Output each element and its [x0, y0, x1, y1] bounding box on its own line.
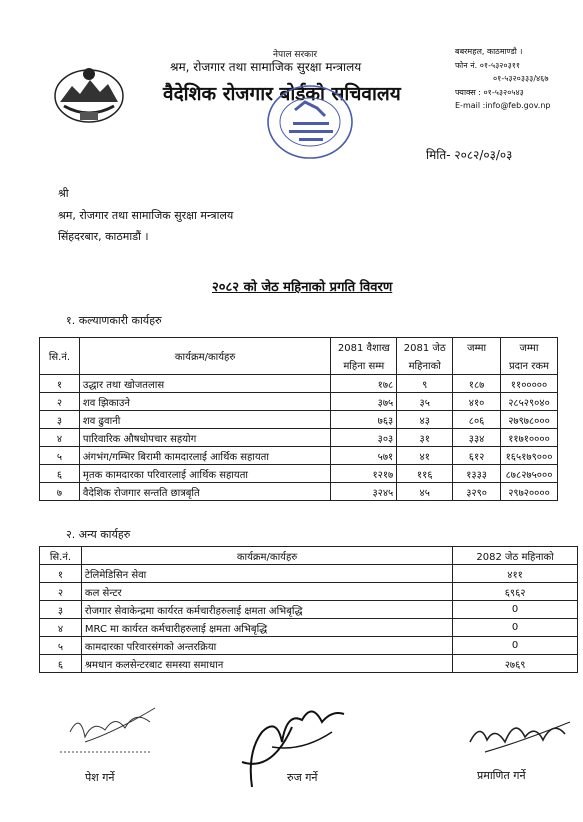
salutation: श्री	[58, 187, 69, 200]
row-program: शव झिकाउने	[79, 393, 330, 411]
row-program: वैदेशिक रोजगार सन्तति छात्रबृति	[79, 483, 330, 501]
contact-address: बबरमहल, काठमाण्डौ ।	[455, 47, 523, 56]
col-jestha-sub: महिनाको	[397, 356, 453, 375]
row-baisakh: १२१७	[331, 465, 397, 483]
checked-by-label: रुज गर्ने	[287, 771, 318, 784]
row-sn: ६	[40, 655, 82, 673]
col-program: कार्यक्रम/कार्यहरु	[81, 547, 452, 565]
row-sn: ७	[40, 483, 80, 501]
row-sn: ६	[40, 465, 80, 483]
row-total: ४१०	[453, 393, 501, 411]
row-amount: ११०००००	[501, 375, 558, 393]
report-title: २०८२ को जेठ महिनाको प्रगति विवरण	[212, 280, 393, 295]
col-total-sub	[453, 356, 501, 375]
table-row	[40, 375, 558, 393]
prepared-signature	[55, 702, 165, 757]
row-baisakh: ५७१	[331, 447, 397, 465]
row-program: उद्धार तथा खोजतलास	[79, 375, 330, 393]
row-program: मृतक कामदारका परिवारलाई आर्थिक सहायता	[79, 465, 330, 483]
row-jestha: ३५	[397, 393, 453, 411]
row-program: श्रमधान कलसेन्टरबाट समस्या समाधान	[81, 655, 452, 673]
table-row	[40, 637, 578, 655]
nepal-emblem	[50, 62, 128, 126]
prepared-by-label: पेश गर्ने	[85, 771, 115, 784]
row-jestha: ११६	[397, 465, 453, 483]
row-sn: ५	[40, 447, 80, 465]
col-amount-sub: प्रदान रकम	[501, 356, 558, 375]
row-sn: ५	[40, 637, 82, 655]
document-date: मिति- २०८२/०३/०३	[426, 148, 513, 162]
row-sn: २	[40, 583, 82, 601]
row-jestha: ४३	[397, 411, 453, 429]
row-program: शव ढुवानी	[79, 411, 330, 429]
table-row	[40, 483, 558, 501]
row-baisakh: ३२४५	[331, 483, 397, 501]
row-total: १८७	[453, 375, 501, 393]
row-sn: २	[40, 393, 80, 411]
col-baisakh-sub: महिना सम्म	[331, 356, 397, 375]
row-total: ८०६	[453, 411, 501, 429]
col-jestha: 2081 जेठ	[397, 338, 453, 357]
row-total: ३३४	[453, 429, 501, 447]
row-amount: २९७२००००	[501, 483, 558, 501]
row-sn: १	[40, 565, 82, 583]
col-amount: जम्मा	[501, 338, 558, 357]
office-seal	[265, 82, 355, 162]
row-program: टेलिमेडिसिन सेवा	[81, 565, 452, 583]
table-row	[40, 447, 558, 465]
row-sn: ३	[40, 411, 80, 429]
row-total: १३३३	[453, 465, 501, 483]
other-activities-table	[39, 546, 578, 673]
row-jestha: ४५	[397, 483, 453, 501]
row-baisakh: १७८	[331, 375, 397, 393]
contact-phone-1: फोन नं. ०१-५३२०३११	[455, 60, 521, 70]
row-amount: २८५२९०४०	[501, 393, 558, 411]
row-jestha: ४११	[453, 565, 578, 583]
certified-by-label: प्रमाणित गर्ने	[477, 769, 526, 782]
col-sn: सि.नं.	[40, 547, 82, 565]
row-jestha: 0	[453, 601, 578, 619]
checked-signature	[232, 692, 352, 802]
row-jestha: ४१	[397, 447, 453, 465]
section-1-heading: १. कल्याणकारी कार्यहरु	[66, 314, 162, 327]
table-row	[40, 619, 578, 637]
contact-email: E-mail :info@feb.gov.np	[455, 101, 551, 110]
table-row	[40, 565, 578, 583]
row-amount: २७९७८०००	[501, 411, 558, 429]
row-program: अंगभंग/गम्भिर बिरामी कामदारलाई आर्थिक सहायता	[79, 447, 330, 465]
row-program: रोजगार सेवाकेन्द्रमा कार्यरत कर्मचारीहरुलाई क्षमता अभिबृद्धि	[81, 601, 452, 619]
ministry-name: श्रम, रोजगार तथा सामाजिक सुरक्षा मन्त्रालय	[170, 60, 362, 74]
table-row	[40, 411, 558, 429]
row-program: MRC मा कार्यरत कर्मचारीहरुलाई क्षमता अभिबृद्धि	[81, 619, 452, 637]
department-name: वैदेशिक रोजगार बोर्डको सचिवालय	[163, 83, 401, 105]
row-jestha: ३१	[397, 429, 453, 447]
row-amount: १६५१७९०००	[501, 447, 558, 465]
row-sn: ४	[40, 429, 80, 447]
row-amount: ११७१००००	[501, 429, 558, 447]
recipient-org: श्रम, रोजगार तथा सामाजिक सुरक्षा मन्त्रालय	[58, 209, 234, 222]
govt-label: नेपाल सरकार	[273, 50, 318, 60]
col-sn: सि.नं.	[40, 338, 80, 375]
row-total: ६१२	[453, 447, 501, 465]
row-program: कामदारका परिवारसंगको अन्तरक्रिया	[81, 637, 452, 655]
row-amount: ८७८२७५०००	[501, 465, 558, 483]
table-row	[40, 429, 558, 447]
row-jestha: 0	[453, 619, 578, 637]
table-row	[40, 583, 578, 601]
contact-fax: फ्याक्स : ०१-५३२०५४३	[455, 87, 524, 97]
row-baisakh: ३०३	[331, 429, 397, 447]
col-baisakh: 2081 वैशाख	[331, 338, 397, 357]
row-jestha: 0	[453, 637, 578, 655]
row-sn: ४	[40, 619, 82, 637]
row-baisakh: ३७५	[331, 393, 397, 411]
row-jestha: ६९६२	[453, 583, 578, 601]
col-program: कार्यक्रम/कार्यहरु	[79, 338, 330, 375]
col-total: जम्मा	[453, 338, 501, 357]
row-jestha: ९	[397, 375, 453, 393]
contact-phone-2: ०१-५३२०३३३/४६७	[493, 74, 549, 83]
row-sn: ३	[40, 601, 82, 619]
table-row	[40, 465, 558, 483]
section-2-heading: २. अन्य कार्यहरु	[66, 528, 131, 541]
recipient-place: सिंहदरबार, काठमाडौं ।	[58, 230, 149, 243]
table-row	[40, 655, 578, 673]
table-row	[40, 601, 578, 619]
table-row	[40, 393, 558, 411]
row-baisakh: ७६३	[331, 411, 397, 429]
certified-signature	[465, 712, 575, 762]
row-total: ३२९०	[453, 483, 501, 501]
row-jestha: २७६९	[453, 655, 578, 673]
row-program: पारिवारिक औषधोपचार सहयोग	[79, 429, 330, 447]
col-jestha: 2082 जेठ महिनाको	[453, 547, 578, 565]
welfare-table	[39, 337, 558, 501]
row-sn: १	[40, 375, 80, 393]
row-program: कल सेन्टर	[81, 583, 452, 601]
contact-block	[455, 45, 550, 113]
